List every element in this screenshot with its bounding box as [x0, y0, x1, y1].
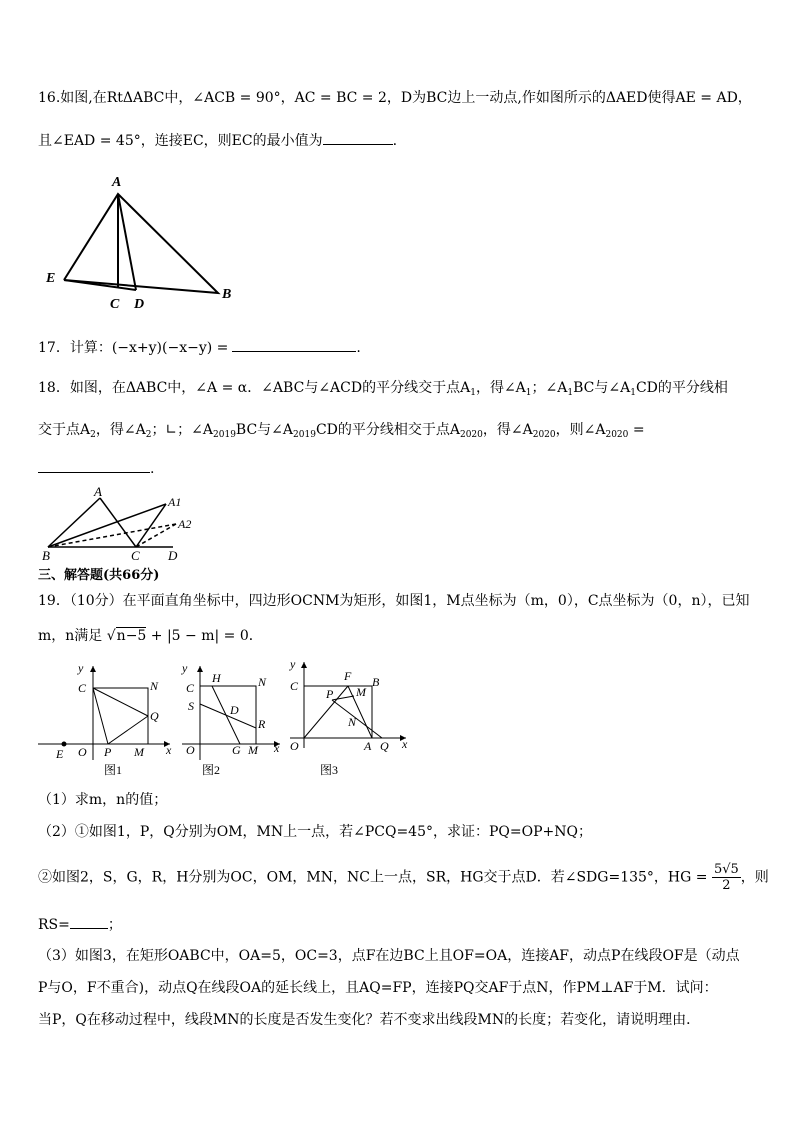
- q19-figure-1: [38, 660, 178, 778]
- q19-text: ②如图2，S，G，R，H分别为OC，OM，MN，NC上一点，SR，HG交于点D．若∠SDG=135°，HG =: [38, 869, 708, 886]
- q17-text: 17．计算：(−x+y)(−x−y) =: [38, 340, 229, 356]
- q19-part1: （1）求m，n的值；: [38, 792, 168, 808]
- label: O: [290, 739, 299, 753]
- q18-line3: [38, 458, 154, 479]
- label: O: [186, 743, 195, 757]
- answer-blank[interactable]: [38, 458, 150, 473]
- label: G: [232, 743, 241, 757]
- segment-sr: [200, 704, 256, 728]
- label: M: [248, 743, 258, 757]
- label: P: [326, 687, 334, 701]
- label: y: [182, 661, 188, 675]
- label: M: [356, 685, 366, 699]
- subscript: 2: [145, 430, 152, 440]
- subscript: 1: [470, 388, 476, 398]
- segment-cp: [93, 688, 108, 744]
- q19-figure-2: [180, 660, 285, 778]
- y-arrow: [197, 666, 203, 672]
- q19-line2: m，n满足 √n−5 + |5 − m| = 0．: [38, 628, 263, 644]
- q16-line1: 16.如图,在RtΔABC中，∠ACB = 90°，AC = BC = 2，D为BC边上一动点,作如图所示的ΔAED使得AE = AD，: [38, 90, 752, 106]
- q19-part2: （2）①如图1，P，Q分别为OM，MN上一点，若∠PCQ=45°，求证：PQ=OP+NQ；: [38, 824, 592, 840]
- q19-line1: 19．（10分）在平面直角坐标中，四边形OCNM为矩形，如图1，M点坐标为（m，0），C点坐标为（0，n），已知: [38, 593, 750, 609]
- section-title: 三、解答题(共66分): [38, 568, 160, 583]
- label: C: [290, 679, 299, 693]
- answer-blank[interactable]: [232, 337, 356, 352]
- q16-figure: [38, 170, 258, 315]
- fraction-denominator: 2: [722, 878, 731, 893]
- subscript: 2020: [459, 430, 483, 440]
- subscript: 1: [567, 388, 574, 398]
- label: S: [188, 699, 194, 713]
- segment-ac: [100, 498, 136, 547]
- answer-blank[interactable]: [70, 914, 108, 929]
- q19-part2c: [38, 914, 122, 935]
- label: x: [402, 737, 408, 751]
- label: N: [258, 675, 267, 689]
- label: Q: [380, 739, 389, 753]
- subscript: 2: [90, 430, 96, 440]
- subscript: 2019: [213, 430, 236, 440]
- label: N: [348, 715, 357, 729]
- label-d: D: [168, 548, 178, 563]
- q18-end: .: [150, 461, 155, 477]
- q19-part2b: [38, 862, 769, 893]
- q18-text: =: [628, 422, 645, 438]
- figure-caption: 图2: [202, 763, 221, 777]
- q19-text: + |5 − m| = 0．: [146, 628, 263, 644]
- q19-text: m，n满足: [38, 628, 103, 644]
- label: N: [150, 679, 159, 693]
- label: H: [212, 671, 221, 685]
- triangle-edges: [64, 194, 218, 293]
- q19-text: ；: [107, 917, 122, 933]
- segment-cq: [93, 688, 148, 716]
- q18-figure: [38, 484, 198, 566]
- q18-text: BC与∠A: [235, 422, 294, 438]
- q16-line2-end: .: [392, 133, 398, 149]
- q18-text: 18．如图，在ΔABC中，∠A = α．∠ABC与∠ACD的平分线交于点A: [38, 380, 471, 396]
- label-c: C: [110, 297, 120, 312]
- label-c: C: [131, 548, 140, 563]
- segment-a1c: [136, 504, 166, 547]
- y-arrow: [301, 662, 307, 668]
- figure-caption: 图3: [320, 763, 339, 777]
- subscript: 2020: [532, 430, 556, 440]
- label: Q: [150, 709, 159, 723]
- q19-text: ，则: [740, 869, 769, 886]
- subscript: 1: [630, 388, 636, 398]
- label: R: [258, 717, 266, 731]
- subscript: 2019: [293, 430, 316, 440]
- subscript: 1: [525, 388, 532, 398]
- q18-text: BC与∠A: [573, 380, 631, 396]
- fraction-numerator: 5√5: [713, 862, 739, 877]
- label-a2: A2: [178, 517, 192, 531]
- q17-end: .: [356, 340, 361, 356]
- label-d: D: [134, 297, 145, 312]
- label: O: [78, 745, 87, 759]
- label-b: B: [42, 548, 50, 563]
- q18-text: CD的平分线相: [635, 380, 728, 396]
- label: P: [104, 745, 112, 759]
- label: A: [364, 739, 372, 753]
- q18-text: ，得∠A: [95, 422, 146, 438]
- label: C: [78, 681, 87, 695]
- label: x: [166, 743, 172, 757]
- sqrt-expression: n−5: [116, 628, 147, 644]
- q18-text: ；∠A: [531, 380, 568, 396]
- label: x: [274, 741, 280, 755]
- segment-pq: [108, 716, 148, 744]
- q18-line2: [38, 420, 645, 445]
- fraction: [712, 862, 741, 893]
- rectangle-ocnm: [200, 686, 256, 744]
- q18-text: CD的平分线相交于点A: [315, 422, 460, 438]
- q17: [38, 337, 361, 358]
- label-e: E: [46, 271, 56, 286]
- segment-ba1: [48, 504, 166, 547]
- label: E: [56, 747, 64, 761]
- label: C: [186, 681, 195, 695]
- q19-text: RS=: [38, 917, 70, 933]
- point-e: [62, 742, 67, 747]
- label-a: A: [94, 484, 102, 499]
- q18-text: 交于点A: [38, 422, 91, 438]
- label: F: [344, 669, 352, 683]
- segment-pm: [332, 696, 354, 700]
- q16-line2-text: 且∠EAD = 45°，连接EC，则EC的最小值为: [38, 133, 323, 149]
- label: B: [372, 675, 380, 689]
- q19-part3-line1: （3）如图3，在矩形OABC中，OA=5，OC=3，点F在边BC上且OF=OA，连接AF，动点P在线段OF是（动点: [38, 948, 740, 964]
- label: y: [78, 661, 84, 675]
- label: y: [290, 657, 296, 671]
- q18-text: ，则∠A: [555, 422, 606, 438]
- q19-part3-line2: P与O，F不重合)，动点Q在线段OA的延长线上，且AQ=FP，连接PQ交AF于点N，作PM⊥AF于M．试问：: [38, 980, 718, 996]
- q18-text: ，得∠A: [482, 422, 533, 438]
- label: M: [134, 745, 144, 759]
- label-a1: A1: [168, 495, 182, 509]
- label-a: A: [112, 175, 122, 190]
- q18-text: ，得∠A: [475, 380, 526, 396]
- label: D: [230, 703, 239, 717]
- y-arrow: [90, 666, 96, 672]
- label-b: B: [222, 287, 232, 302]
- q19-part3-line3: 当P，Q在移动过程中，线段MN的长度是否发生变化？若不变求出线段MN的长度；若变化，请说明理由．: [38, 1012, 701, 1028]
- q19-figure-3: [286, 656, 412, 778]
- segment-a2c: [136, 524, 176, 547]
- answer-blank[interactable]: [323, 130, 393, 145]
- q18-text: ；∟；∠A: [151, 422, 214, 438]
- q16-line2: [38, 130, 397, 151]
- subscript: 2020: [605, 430, 629, 440]
- figure-caption: 图1: [104, 763, 123, 777]
- q18-line1: [38, 378, 728, 403]
